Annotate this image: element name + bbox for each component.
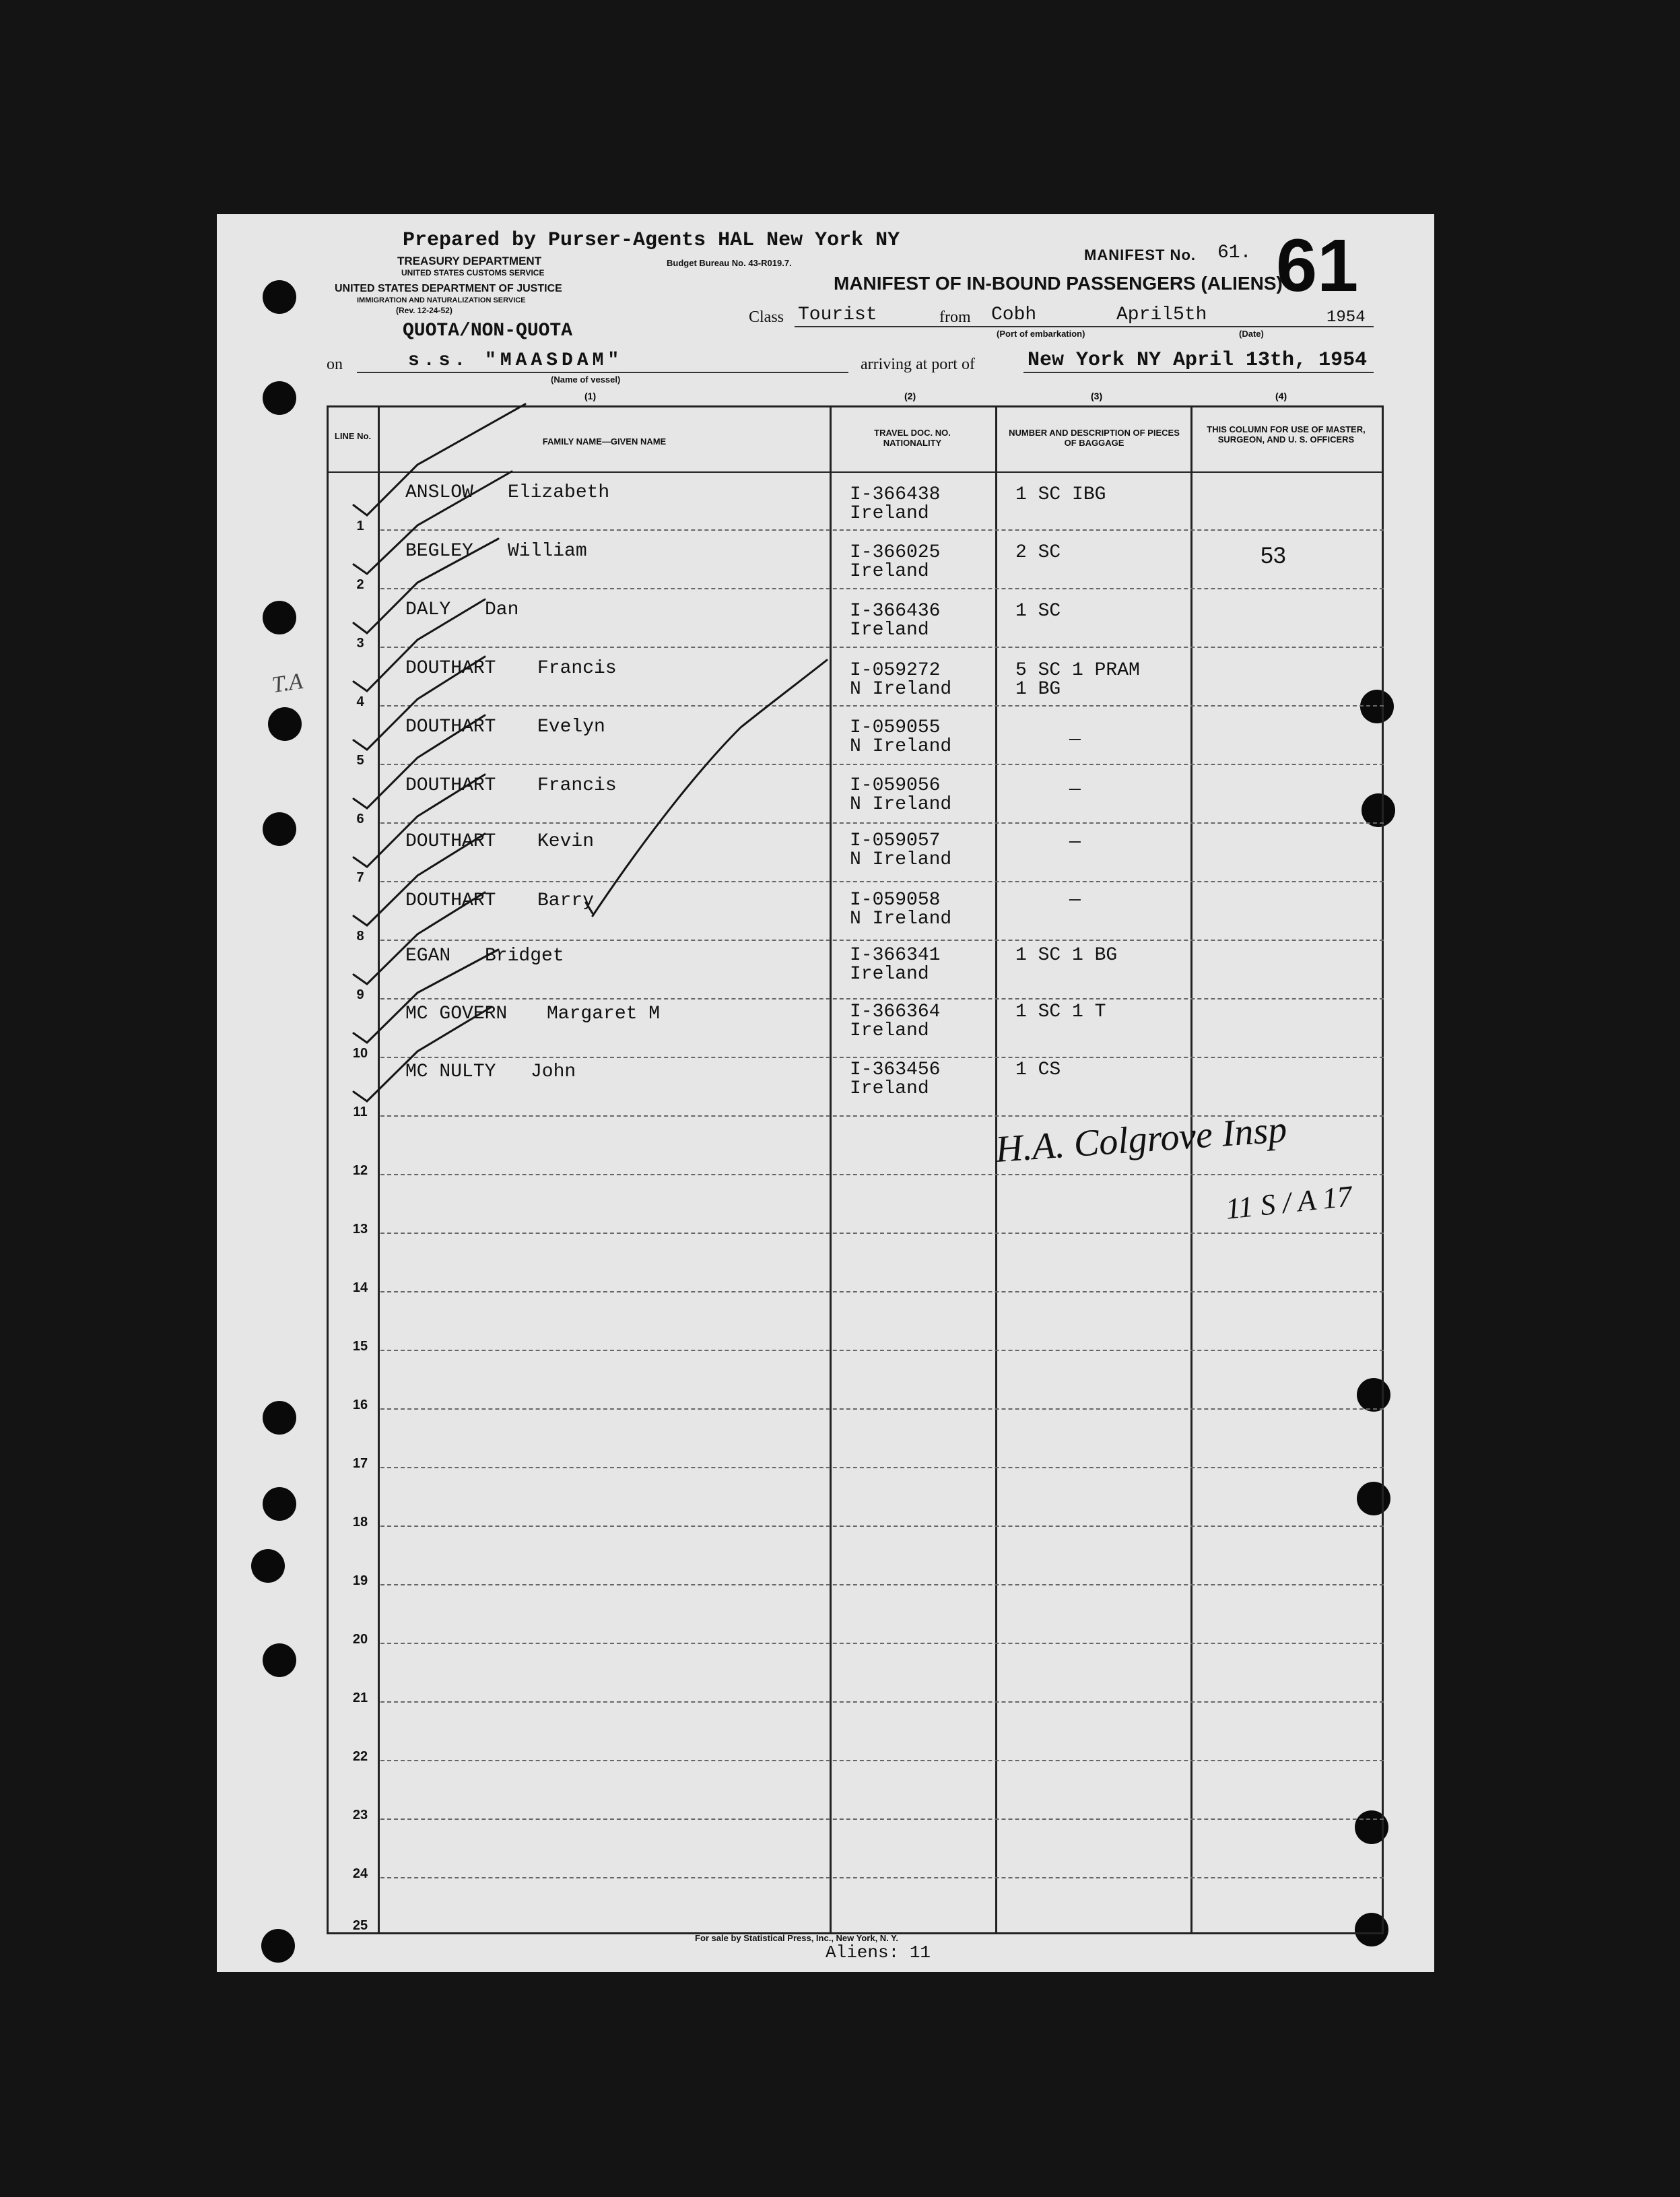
nationality: Ireland	[850, 620, 929, 641]
line-number: 24	[352, 1866, 368, 1881]
line-number: 4	[356, 694, 364, 709]
passenger-given-name: Barry	[537, 890, 595, 911]
inspector-signature: H.A. Colgrove Insp	[994, 1108, 1289, 1171]
passenger-given-name: Kevin	[537, 831, 595, 852]
baggage: 1 CS	[1015, 1059, 1061, 1080]
line-number: 19	[352, 1573, 368, 1588]
passenger-family-name: DOUTHART	[405, 658, 496, 679]
date-value: April5th	[1116, 304, 1207, 325]
class-value: Tourist	[798, 304, 877, 325]
arriving-label: arriving at port of	[861, 356, 975, 373]
baggage: 1 SC 1 BG	[1015, 945, 1118, 966]
line-number: 9	[356, 987, 364, 1002]
line-number: 22	[352, 1749, 368, 1764]
line-number: 8	[356, 929, 364, 944]
line-number: 14	[352, 1280, 368, 1295]
col-header-officers: THIS COLUMN FOR USE OF MASTER, SURGEON, AND U. S. OFFICERS	[1207, 424, 1366, 445]
nationality: Ireland	[850, 1078, 929, 1099]
baggage: 5 SC 1 PRAM	[1015, 660, 1140, 681]
ins-label: IMMIGRATION AND NATURALIZATION SERVICE	[357, 296, 526, 304]
passenger-given-name: John	[531, 1061, 576, 1082]
col-header-line-no: LINE No.	[334, 431, 372, 441]
travel-doc-number: I-366438	[850, 484, 941, 505]
nationality: N Ireland	[850, 849, 952, 870]
line-number: 1	[356, 519, 364, 533]
passenger-family-name: DOUTHART	[405, 831, 496, 852]
nationality: Ireland	[850, 561, 929, 582]
passenger-family-name: BEGLEY	[405, 541, 473, 562]
passenger-given-name: Francis	[537, 658, 617, 679]
on-label: on	[327, 356, 343, 373]
manifest-stamp-number: 61	[1276, 224, 1359, 307]
line-number: 18	[352, 1515, 368, 1530]
date-caption: (Date)	[1239, 329, 1264, 339]
line-number: 20	[352, 1632, 368, 1647]
year-value: 1954	[1326, 308, 1366, 327]
passenger-given-name: Francis	[537, 775, 617, 796]
baggage: —	[1069, 729, 1081, 750]
travel-doc-number: I-059058	[850, 890, 941, 911]
signature-date: 11 S / A 17	[1223, 1179, 1354, 1226]
officer-note: 53	[1261, 543, 1286, 568]
passenger-given-name: William	[508, 541, 587, 562]
baggage-line-2: 1 BG	[1015, 679, 1061, 700]
dept-of-justice: UNITED STATES DEPARTMENT OF JUSTICE	[335, 283, 562, 294]
printer-credit: For sale by Statistical Press, Inc., New York, N. Y.	[695, 1933, 899, 1943]
passenger-family-name: ANSLOW	[405, 482, 473, 503]
line-number: 23	[352, 1808, 368, 1823]
vessel-caption: (Name of vessel)	[551, 374, 621, 385]
aliens-count: Aliens: 11	[826, 1942, 931, 1963]
quota-label: QUOTA/NON-QUOTA	[403, 321, 573, 341]
col-header-travel-doc: TRAVEL DOC. NO. NATIONALITY	[874, 428, 951, 448]
line-number: 15	[352, 1339, 368, 1354]
line-number: 16	[352, 1398, 368, 1412]
travel-doc-number: I-059057	[850, 830, 941, 851]
line-number: 17	[352, 1456, 368, 1471]
margin-note: T.A	[270, 669, 304, 698]
col-header-name: FAMILY NAME—GIVEN NAME	[542, 436, 667, 447]
from-label: from	[939, 308, 971, 326]
prepared-by: Prepared by Purser-Agents HAL New York NY	[403, 229, 900, 252]
line-number: 7	[356, 870, 364, 885]
passenger-given-name: Margaret M	[547, 1004, 661, 1024]
passenger-given-name: Bridget	[485, 946, 564, 966]
passenger-given-name: Elizabeth	[508, 482, 610, 503]
treasury-department: TREASURY DEPARTMENT	[397, 255, 542, 267]
travel-doc-number: I-059055	[850, 717, 941, 738]
from-value: Cobh	[991, 304, 1037, 325]
line-number: 10	[352, 1046, 368, 1061]
passenger-family-name: DOUTHART	[405, 775, 496, 796]
rev-label: (Rev. 12-24-52)	[396, 306, 452, 315]
passenger-family-name: DALY	[405, 599, 451, 620]
nationality: N Ireland	[850, 736, 952, 757]
travel-doc-number: I-059272	[850, 660, 941, 681]
baggage: —	[1069, 832, 1081, 853]
line-number: 13	[352, 1222, 368, 1237]
baggage: —	[1069, 890, 1081, 911]
baggage: —	[1069, 779, 1081, 800]
travel-doc-number: I-366341	[850, 945, 941, 966]
line-number: 25	[352, 1918, 368, 1933]
col-num-1: (1)	[584, 391, 597, 401]
line-number: 6	[356, 812, 364, 826]
nationality: N Ireland	[850, 909, 952, 929]
col-num-3: (3)	[1091, 391, 1103, 401]
travel-doc-number: I-363456	[850, 1059, 941, 1080]
passenger-family-name: EGAN	[405, 946, 451, 966]
baggage: 1 SC IBG	[1015, 484, 1106, 505]
passenger-family-name: MC GOVERN	[405, 1004, 508, 1024]
col-num-2: (2)	[904, 391, 916, 401]
passenger-family-name: MC NULTY	[405, 1061, 496, 1082]
line-number: 3	[356, 636, 364, 651]
line-number: 12	[352, 1163, 368, 1178]
nationality: Ireland	[850, 1020, 929, 1041]
arriving-value: New York NY April 13th, 1954	[1028, 349, 1368, 372]
nationality: Ireland	[850, 964, 929, 985]
baggage: 2 SC	[1015, 542, 1061, 563]
port-embark-caption: (Port of embarkation)	[997, 329, 1085, 339]
line-number: 21	[352, 1691, 368, 1705]
baggage: 1 SC 1 T	[1015, 1002, 1106, 1022]
budget-bureau: Budget Bureau No. 43-R019.7.	[667, 258, 792, 268]
manifest-no-label: MANIFEST No.	[1084, 247, 1196, 263]
nationality: Ireland	[850, 503, 929, 524]
travel-doc-number: I-059056	[850, 775, 941, 796]
nationality: N Ireland	[850, 679, 952, 700]
travel-doc-number: I-366436	[850, 601, 941, 622]
manifest-title: MANIFEST OF IN-BOUND PASSENGERS (ALIENS)	[834, 273, 1283, 294]
line-number: 11	[353, 1105, 368, 1119]
passenger-family-name: DOUTHART	[405, 717, 496, 737]
col-header-baggage: NUMBER AND DESCRIPTION OF PIECES OF BAGGAGE	[1009, 428, 1180, 448]
line-number: 2	[356, 577, 364, 592]
baggage: 1 SC	[1015, 601, 1061, 622]
manifest-no-value: 61.	[1217, 242, 1252, 263]
passenger-given-name: Dan	[485, 599, 519, 620]
class-label: Class	[749, 308, 784, 326]
passenger-family-name: DOUTHART	[405, 890, 496, 911]
passenger-given-name: Evelyn	[537, 717, 605, 737]
vessel-name: s.s. "MAASDAM"	[408, 350, 624, 371]
nationality: N Ireland	[850, 794, 952, 815]
line-number: 5	[356, 753, 364, 768]
travel-doc-number: I-366025	[850, 542, 941, 563]
col-num-4: (4)	[1275, 391, 1287, 401]
travel-doc-number: I-366364	[850, 1002, 941, 1022]
customs-service: UNITED STATES CUSTOMS SERVICE	[401, 268, 545, 277]
